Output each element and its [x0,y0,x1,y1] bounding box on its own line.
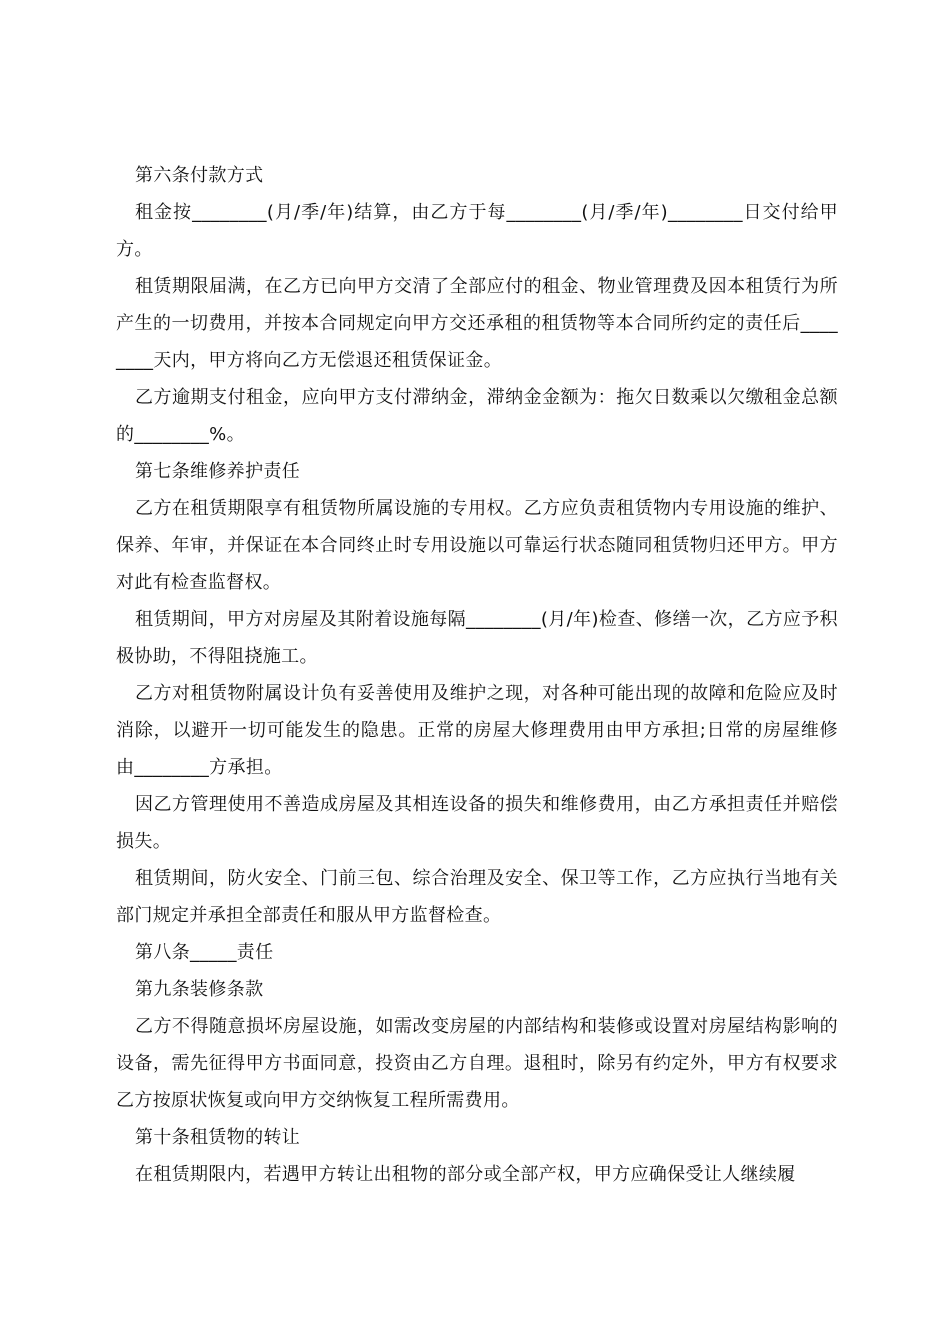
section-heading-article-9: 第九条装修条款 [135,979,264,1000]
section-heading-article-6: 第六条付款方式 [135,165,264,186]
paragraph-inspection: 租赁期间，甲方对房屋及其附着设施每隔________(月/年)检查、修缮一次，乙方应予积极协助，不得阻挠施工。 [116,609,838,667]
paragraph-late-fee: 乙方逾期支付租金，应向甲方支付滞纳金，滞纳金金额为：拖欠日数乘以欠缴租金总额的________%。 [116,387,838,445]
paragraph-maintenance-duty: 乙方对租赁物附属设计负有妥善使用及维护之现，对各种可能出现的故障和危险应及时消除，以避开一切可能发生的隐患。正常的房屋大修理费用由甲方承担;日常的房屋维修由________方承担。 [116,683,838,778]
paragraph-safety-duty: 租赁期间，防火安全、门前三包、综合治理及安全、保卫等工作，乙方应执行当地有关部门规定并承担全部责任和服从甲方监督检查。 [116,868,838,926]
paragraph-renovation: 乙方不得随意损坏房屋设施，如需改变房屋的内部结构和装修或设置对房屋结构影响的设备，需先征得甲方书面同意，投资由乙方自理。退租时，除另有约定外，甲方有权要求乙方按原状恢复或向甲方交纳恢复工程所需费用。 [116,1016,838,1111]
section-heading-article-7: 第七条维修养护责任 [135,461,301,482]
paragraph-facility-rights: 乙方在租赁期限享有租赁物所属设施的专用权。乙方应负责租赁物内专用设施的维护、保养、年审，并保证在本合同终止时专用设施以可靠运行状态随同租赁物归还甲方。甲方对此有检查监督权。 [116,498,838,593]
section-heading-article-8: 第八条_____责任 [135,942,274,963]
paragraph-damage-liability: 因乙方管理使用不善造成房屋及其相连设备的损失和维修费用，由乙方承担责任并赔偿损失。 [116,794,838,852]
document-body [116,157,838,1193]
paragraph-rent-payment: 租金按________(月/季/年)结算，由乙方于每________(月/季/年)________日交付给甲方。 [116,202,838,260]
paragraph-transfer: 在租赁期限内，若遇甲方转让出租物的部分或全部产权，甲方应确保受让人继续履 [135,1164,796,1185]
paragraph-deposit-refund: 租赁期限届满，在乙方已向甲方交清了全部应付的租金、物业管理费及因本租赁行为所产生的一切费用，并按本合同规定向甲方交还承租的租赁物等本合同所约定的责任后________天内，甲方将向乙方无偿退还租赁保证金。 [116,276,838,371]
section-heading-article-10: 第十条租赁物的转让 [135,1127,301,1148]
